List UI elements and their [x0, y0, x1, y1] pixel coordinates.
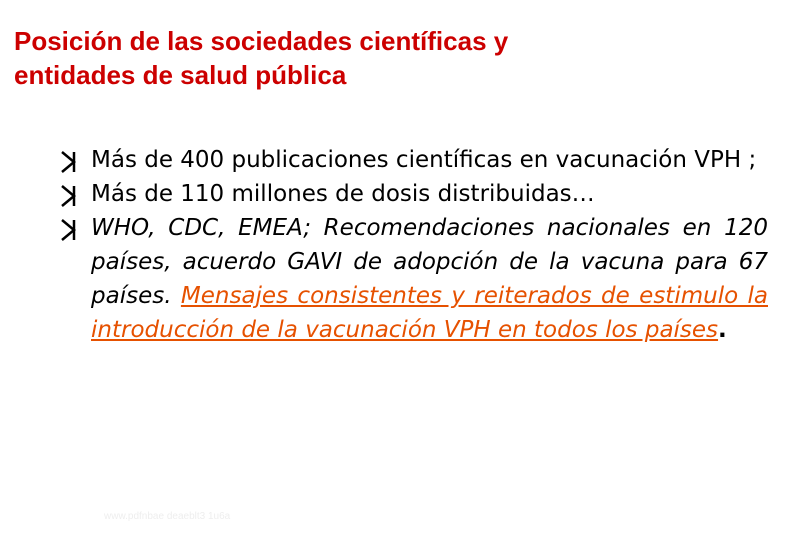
bullet-text-3: [91, 211, 768, 347]
bullet-item-1: [58, 143, 768, 177]
footer-watermark: www.pdfnbae deaeblt3 1u6a: [104, 511, 231, 522]
arrowhead-bullet-icon: [58, 177, 88, 211]
bullet-item-3: [58, 211, 768, 347]
bullet-item-2: [58, 177, 768, 211]
slide-title: [14, 24, 714, 92]
messages-underlined: Mensajes consistentes y reiterados de estimulo la introducción de la vacunación VPH en todos los países: [91, 283, 768, 343]
arrowhead-bullet-icon: [58, 143, 88, 177]
messages-text: [91, 283, 768, 343]
final-period: .: [718, 317, 727, 343]
bullet-list: [58, 143, 768, 347]
recommendations-text: WHO, CDC, EMEA; Recomendaciones nacionales en 120 países, acuerdo GAVI de adopción de la vacuna para 67 países.: [91, 215, 768, 309]
arrowhead-bullet-icon: [58, 211, 88, 245]
title-line-2: entidades de salud pública: [14, 60, 347, 90]
bullet-text-2: Más de 110 millones de dosis distribuidas…: [91, 181, 595, 207]
title-line-1: Posición de las sociedades científicas y: [14, 26, 509, 56]
bullet-text-1: Más de 400 publicaciones científicas en vacunación VPH ;: [91, 147, 757, 173]
